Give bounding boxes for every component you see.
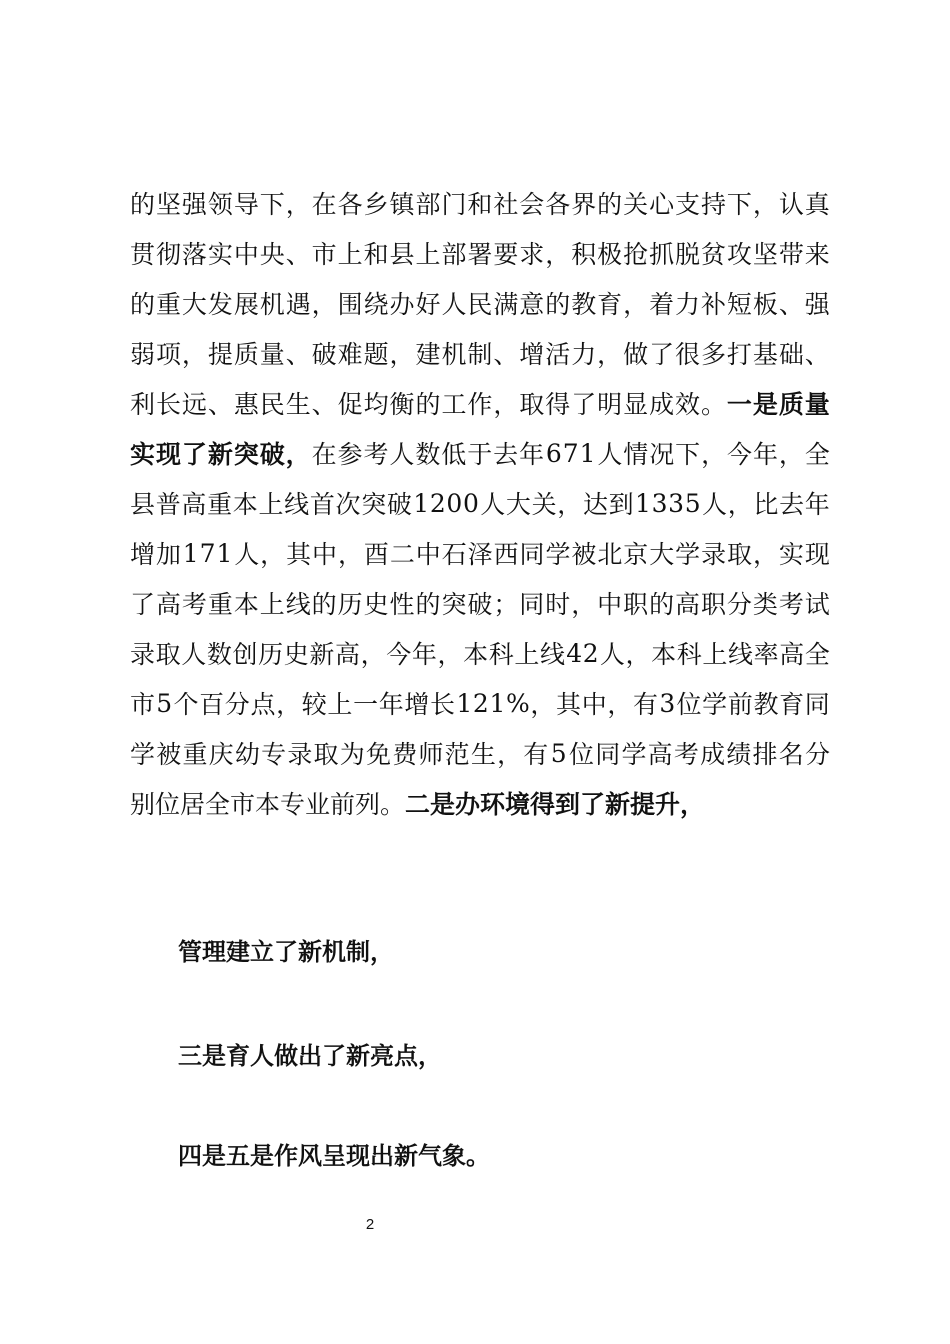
page-number: 2 (365, 1216, 375, 1233)
heading-management: 管理建立了新机制， (178, 937, 394, 966)
text-line: 市 5 个 百 分 点 ， 较 上 一 年 增 长 1 2 1 % ， 其 中 ， 有 3 位 学 前 教 育 同 (130, 688, 830, 719)
bold-heading-inline: 二是办环境得到了新提升， (405, 790, 706, 819)
text-line: 实 现 了 新 突 破 ， 在 参 考 人 数 低 于 去 年 6 7 1 人 情 况 下 ， 今 年 ， 全 (130, 438, 830, 469)
text-line: 增 加 1 7 1 人 ， 其 中 ， 酉 二 中 石 泽 西 同 学 被 北 京 大 学 录 取 ， 实 现 (130, 538, 830, 569)
text-line: 利 长 远 、 惠 民 生 、 促 均 衡 的 工 作 ， 取 得 了 明 显 成 效 。 一 是 质 量 (130, 390, 830, 419)
text-line: 县 普 高 重 本 上 线 首 次 突 破 1 2 0 0 人 大 关 ， 达 到 1 3 3 5 人 ， 比 去 年 (130, 488, 830, 519)
text-line (130, 778, 830, 828)
text-line: 弱 项 ， 提 质 量 、 破 难 题 ， 建 机 制 、 增 活 力 ， 做 了 很 多 打 基 础 、 (130, 340, 830, 369)
text-line: 的 重 大 发 展 机 遇 ， 围 绕 办 好 人 民 满 意 的 教 育 ， 着 力 补 短 板 、 强 (130, 290, 830, 319)
heading-education: 三是育人做出了新亮点， (178, 1041, 442, 1070)
heading-style: 四是五是作风呈现出新气象。 (178, 1141, 490, 1170)
text-line: 的 坚 强 领 导 下 ， 在 各 乡 镇 部 门 和 社 会 各 界 的 关 心 支 持 下 ， 认 真 (130, 190, 830, 219)
text-segment: 别位居全市本专业前列。 (130, 790, 406, 819)
text-line: 学 被 重 庆 幼 专 录 取 为 免 费 师 范 生 ， 有 5 位 同 学 高 考 成 绩 排 名 分 (130, 738, 830, 769)
body-paragraph (130, 178, 830, 828)
text-line: 贯 彻 落 实 中 央 、 市 上 和 县 上 部 署 要 求 ， 积 极 抢 抓 脱 贫 攻 坚 带 来 (130, 240, 830, 269)
text-line: 了 高 考 重 本 上 线 的 历 史 性 的 突 破 ； 同 时 ， 中 职 的 高 职 分 类 考 试 (130, 590, 830, 619)
text-line: 录 取 人 数 创 历 史 新 高 ， 今 年 ， 本 科 上 线 4 2 人 ， 本 科 上 线 率 高 全 (130, 638, 830, 669)
